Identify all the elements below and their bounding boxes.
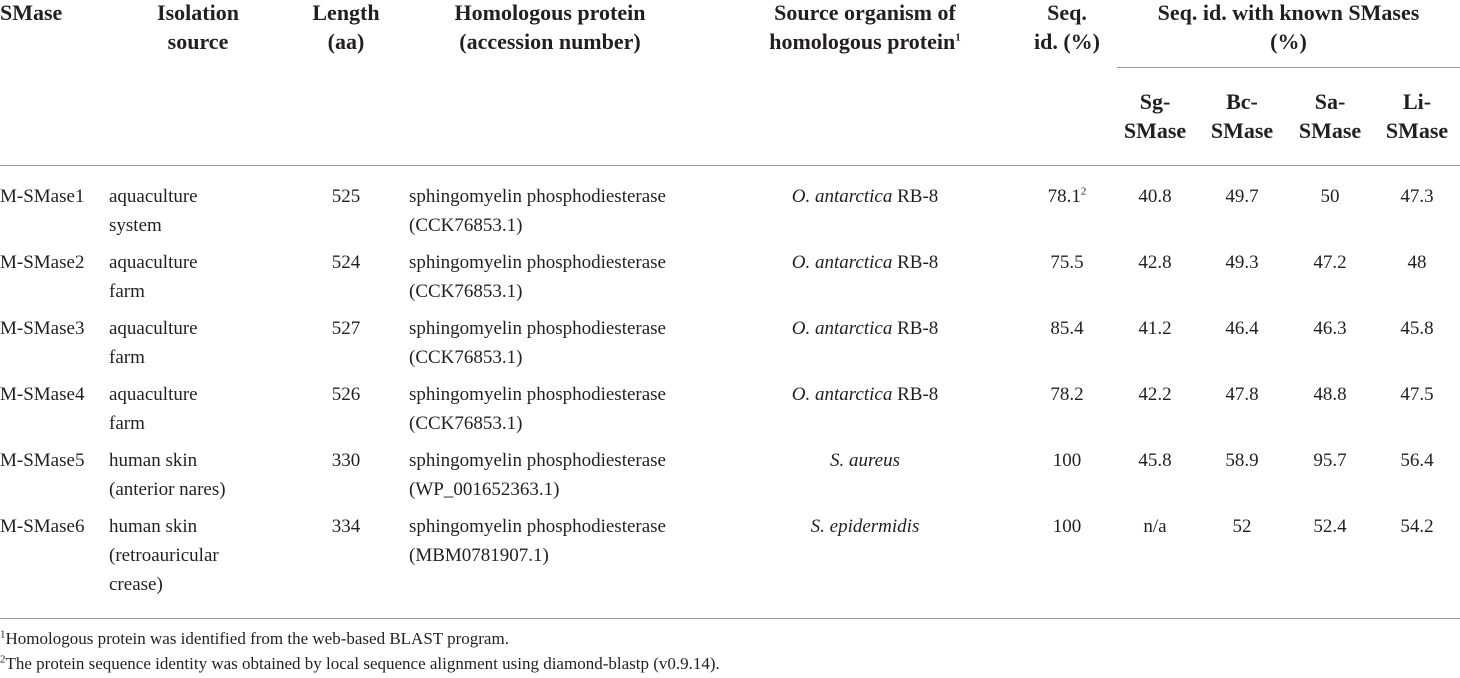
header-line: Isolation [157, 0, 239, 25]
col-header-li [1374, 87, 1460, 145]
col-header-sg [1112, 87, 1198, 145]
cell-smase: M-SMase3 [0, 318, 85, 339]
cell-line: sphingomyelin phosphodiesterase [409, 186, 666, 207]
cell-line: farm [109, 281, 145, 302]
cell-bc: 47.8 [1225, 384, 1259, 405]
cell-seq-id [1022, 446, 1112, 475]
cell-organism [730, 182, 1000, 211]
cell-sg: 40.8 [1138, 186, 1172, 207]
cell-line: (MBM0781907.1) [409, 545, 549, 566]
cell-sa: 47.2 [1313, 252, 1347, 273]
cell-line: crease) [109, 574, 163, 595]
cell-protein [409, 380, 666, 438]
cell-line: (anterior nares) [109, 479, 226, 500]
header-line: (%) [1270, 29, 1307, 54]
organism-name: O. antarctica [791, 384, 893, 405]
header-line: (aa) [327, 29, 365, 54]
cell-smase: M-SMase5 [0, 450, 85, 471]
table-bottom-rule [0, 618, 1460, 619]
header-line: SMase [1123, 118, 1187, 143]
col-header-bc [1198, 87, 1286, 145]
organism-strain: RB-8 [892, 186, 939, 207]
footnote-mark: 2 [1080, 185, 1087, 198]
cell-line: (CCK76853.1) [409, 347, 523, 368]
cell-length: 525 [331, 186, 361, 207]
organism-strain: RB-8 [892, 384, 939, 405]
cell-organism [730, 248, 1000, 277]
footnote-text: The protein sequence identity was obtained by local sequence alignment using diamond-blastp (v0.9.14). [5, 654, 720, 673]
col-header-isolation [108, 0, 288, 56]
header-line: (accession number) [459, 29, 641, 54]
header-line: Length [312, 0, 380, 25]
cell-seq-id [1022, 248, 1112, 277]
header-line: Source organism of [774, 0, 956, 25]
seq-id-value: 85.4 [1050, 318, 1084, 339]
cell-organism [730, 446, 1000, 475]
cell-line: (CCK76853.1) [409, 281, 523, 302]
cell-seq-id [1022, 314, 1112, 343]
cell-sa: 50 [1320, 186, 1340, 207]
organism-name: O. antarctica [791, 186, 893, 207]
seq-id-value: 100 [1052, 450, 1082, 471]
footnote-1 [0, 628, 509, 650]
header-line: Li- [1402, 89, 1432, 114]
header-line: SMase [1298, 118, 1362, 143]
cell-isolation [109, 446, 226, 504]
cell-sa: 46.3 [1313, 318, 1347, 339]
cell-isolation [109, 314, 198, 372]
cell-line: sphingomyelin phosphodiesterase [409, 516, 666, 537]
cell-bc: 52 [1232, 516, 1252, 537]
cell-isolation [109, 182, 198, 240]
cell-sa: 48.8 [1313, 384, 1347, 405]
footnote-2 [0, 653, 720, 675]
seq-id-value: 100 [1052, 516, 1082, 537]
cell-organism [730, 380, 1000, 409]
cell-line: human skin [109, 516, 198, 537]
cell-organism [730, 512, 1000, 541]
cell-protein [409, 248, 666, 306]
cell-line: (CCK76853.1) [409, 215, 523, 236]
cell-line: aquaculture [109, 186, 198, 207]
header-line [730, 27, 1000, 56]
header-line: Sg- [1139, 89, 1171, 114]
organism-strain: RB-8 [892, 252, 939, 273]
cell-smase: M-SMase6 [0, 516, 85, 537]
header-line: id. (%) [1034, 29, 1100, 54]
cell-line: sphingomyelin phosphodiesterase [409, 318, 666, 339]
seq-id-value: 75.5 [1050, 252, 1084, 273]
organism-strain: RB-8 [892, 318, 939, 339]
col-header-length [296, 0, 396, 56]
cell-bc: 46.4 [1225, 318, 1259, 339]
cell-line: sphingomyelin phosphodiesterase [409, 252, 666, 273]
cell-bc: 58.9 [1225, 450, 1259, 471]
cell-bc: 49.7 [1225, 186, 1259, 207]
header-line: Sa- [1314, 89, 1346, 114]
group-header-rule [1117, 67, 1460, 68]
footnote-mark: 2 [0, 653, 6, 666]
cell-li: 56.4 [1400, 450, 1434, 471]
cell-organism [730, 314, 1000, 343]
header-line: SMase [1385, 118, 1449, 143]
footnote-mark: 1 [0, 628, 6, 641]
cell-seq-id [1022, 512, 1112, 541]
cell-line: (WP_001652363.1) [409, 479, 560, 500]
cell-sg: 42.2 [1138, 384, 1172, 405]
col-header-known-smases [1117, 0, 1460, 56]
header-line: Seq. id. with known SMases [1157, 0, 1420, 25]
cell-line: (retroauricular [109, 545, 219, 566]
cell-li: 47.5 [1400, 384, 1434, 405]
cell-line: farm [109, 347, 145, 368]
cell-line: (CCK76853.1) [409, 413, 523, 434]
cell-line: sphingomyelin phosphodiesterase [409, 384, 666, 405]
cell-smase: M-SMase1 [0, 186, 85, 207]
col-header-source-organism [730, 0, 1000, 56]
cell-sg: n/a [1143, 516, 1167, 537]
cell-li: 45.8 [1400, 318, 1434, 339]
cell-protein [409, 182, 666, 240]
cell-sg: 41.2 [1138, 318, 1172, 339]
cell-sa: 95.7 [1313, 450, 1347, 471]
col-header-homologous [400, 0, 700, 56]
cell-line: sphingomyelin phosphodiesterase [409, 450, 666, 471]
cell-line: system [109, 215, 162, 236]
organism-name: S. aureus [829, 450, 901, 471]
cell-bc: 49.3 [1225, 252, 1259, 273]
cell-isolation [109, 380, 198, 438]
cell-li: 54.2 [1400, 516, 1434, 537]
header-line: source [167, 29, 229, 54]
organism-name: O. antarctica [791, 252, 893, 273]
cell-sa: 52.4 [1313, 516, 1347, 537]
cell-li: 47.3 [1400, 186, 1434, 207]
cell-protein [409, 314, 666, 372]
cell-isolation [109, 248, 198, 306]
cell-length: 527 [331, 318, 361, 339]
organism-name: O. antarctica [791, 318, 893, 339]
header-bottom-rule [0, 165, 1460, 166]
header-line: Homologous protein [454, 0, 646, 25]
col-header-seq-id [1022, 0, 1112, 56]
cell-li: 48 [1407, 252, 1427, 273]
cell-smase: M-SMase2 [0, 252, 85, 273]
header-line: Seq. [1047, 0, 1087, 25]
cell-length: 334 [331, 516, 361, 537]
cell-line: human skin [109, 450, 198, 471]
footnote-text: Homologous protein was identified from the web-based BLAST program. [5, 629, 509, 648]
cell-length: 524 [331, 252, 361, 273]
organism-name: S. epidermidis [810, 516, 920, 537]
cell-isolation [109, 512, 219, 599]
cell-seq-id [1022, 182, 1112, 211]
col-header-sa [1286, 87, 1374, 145]
cell-line: aquaculture [109, 252, 198, 273]
header-line: Bc- [1226, 89, 1258, 114]
cell-line: aquaculture [109, 318, 198, 339]
cell-sg: 45.8 [1138, 450, 1172, 471]
col-header-smase [0, 0, 62, 27]
header-line: SMase [1210, 118, 1274, 143]
cell-sg: 42.8 [1138, 252, 1172, 273]
cell-smase: M-SMase4 [0, 384, 85, 405]
cell-protein [409, 512, 666, 570]
seq-id-value: 78.2 [1050, 384, 1084, 405]
cell-length: 330 [331, 450, 361, 471]
cell-seq-id [1022, 380, 1112, 409]
header-line-text: homologous protein [769, 29, 956, 54]
cell-line: aquaculture [109, 384, 198, 405]
cell-protein [409, 446, 666, 504]
cell-line: farm [109, 413, 145, 434]
seq-id-value: 78.1 [1047, 186, 1081, 207]
cell-length: 526 [331, 384, 361, 405]
footnote-mark: 1 [955, 31, 961, 44]
header-line: SMase [0, 0, 63, 25]
